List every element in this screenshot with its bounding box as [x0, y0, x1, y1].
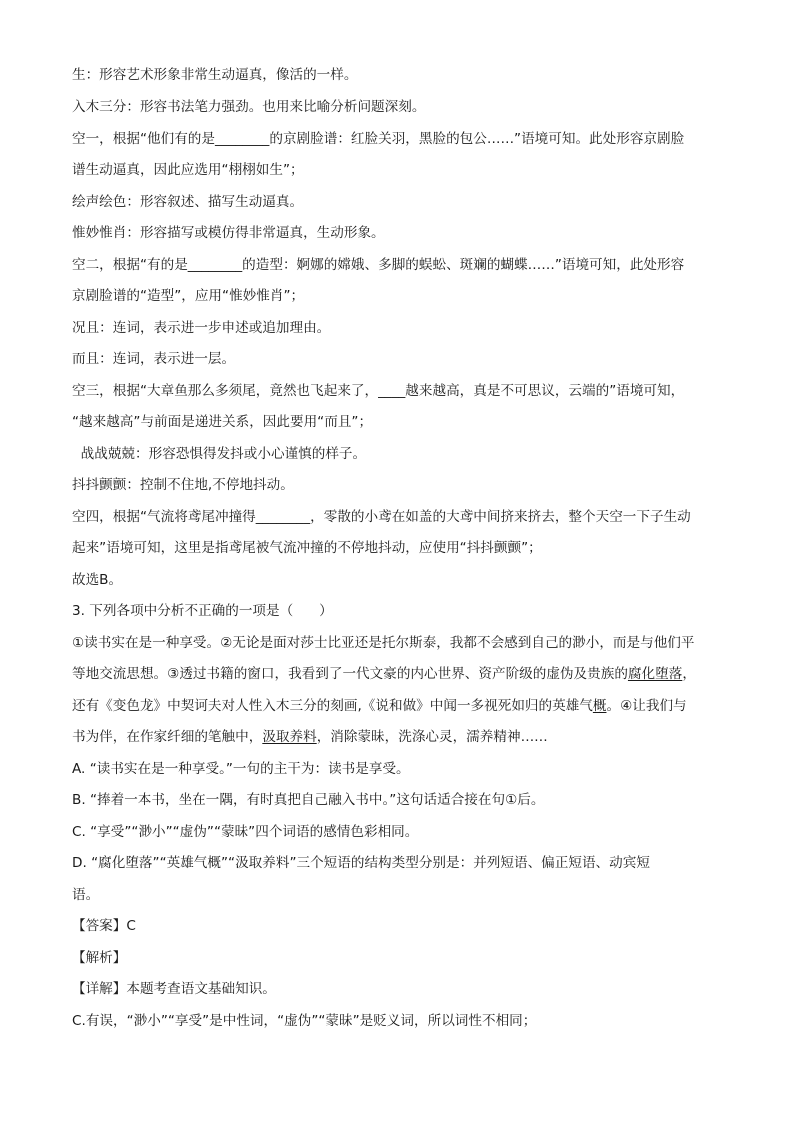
analysis-label: 【解析】 [72, 950, 127, 966]
passage-line: ①读书实在是一种享受。②无论是面对莎士比亚还是托尔斯泰，我都不会感到自己的渺小，而是与他们平 [72, 635, 695, 651]
text-line: 抖抖颤颤：控制不住地,不停地抖动。 [72, 477, 294, 493]
option-b: B. “捧着一本书，坐在一隅，有时真把自己融入书中。”这句话适合接在句①后。 [72, 792, 545, 808]
text-line: 入木三分：形容书法笔力强劲。也用来比喻分析问题深刻。 [72, 99, 426, 115]
text-line: 战战兢兢：形容恐惧得发抖或小心谨慎的样子。 [72, 446, 367, 462]
underlined-phrase: 腐化堕落 [627, 666, 683, 682]
passage-text: 。④让我们与 [606, 698, 687, 714]
passage-line [72, 665, 732, 683]
text-line: 空二，根据“有的是________的造型：婀娜的嫦娥、多脚的蜈蚣、斑斓的蝴蝶……”语境可知，此处形容 [72, 257, 685, 273]
explanation-line: C.有误，“渺小”“享受”是中性词，“虚伪”“蒙昧”是贬义词，所以词性不相同； [72, 1013, 537, 1029]
text-line: 空三，根据“大章鱼那么多须尾，竟然也飞起来了，____越来越高，真是不可思议，云端的”语境可知， [72, 383, 685, 399]
text-line: 而且：连词，表示进一层。 [72, 351, 236, 367]
text-line: 京剧脸谱的“造型”，应用“惟妙惟肖”； [72, 288, 305, 304]
passage-line [72, 697, 732, 715]
question-title: 3. 下列各项中分析不正确的一项是（ ） [72, 603, 333, 619]
text-line: 起来”语境可知，这里是指鸢尾被气流冲撞的不停地抖动，应使用“抖抖颤颤”； [72, 540, 542, 556]
option-d: D. “腐化堕落”“英雄气概”“汲取养料”三个短语的结构类型分别是：并列短语、偏正短语、动宾短 [72, 855, 650, 871]
option-a: A. “读书实在是一种享受。”一句的主干为：读书是享受。 [72, 761, 410, 777]
option-d-continued: 语。 [72, 887, 100, 903]
passage-line [72, 728, 732, 746]
passage-text: ， [682, 666, 696, 682]
text-line: 生：形容艺术形象非常生动逼真，像活的一样。 [72, 67, 358, 83]
text-line: 空一，根据“他们有的是________的京剧脸谱：红脸关羽，黑脸的包公……”语境可知。此处形容京剧脸 [72, 131, 685, 147]
text-line: “越来越高”与前面是递进关系，因此要用“而且”； [72, 414, 373, 430]
passage-text: 等地交流思想。③透过书籍的窗口，我看到了一代文豪的内心世界、资产阶级的虚伪及贵族的 [72, 666, 628, 682]
text-line: 绘声绘色：形容叙述、描写生动逼真。 [72, 194, 304, 210]
detail-label: 【详解】本题考查语文基础知识。 [72, 981, 276, 997]
option-c: C. “享受”“渺小”“虚伪”“蒙昧”四个词语的感情色彩相同。 [72, 824, 419, 840]
passage-text: 还有《变色龙》中契诃夫对人性入木三分的刻画,《说和做》中闻一多视死如归的英雄气 [72, 698, 593, 714]
text-line: 谱生动逼真，因此应选用“栩栩如生”； [72, 162, 304, 178]
text-line: 空四，根据“气流将鸢尾冲撞得________，零散的小鸢在如盖的大鸢中间挤来挤去，整个天空一下子生动 [72, 509, 691, 525]
passage-text: ，消除蒙昧，洗涤心灵，濡养精神…… [316, 729, 548, 745]
answer-label: 【答案】C [72, 918, 136, 934]
underlined-phrase: 概 [592, 698, 607, 714]
text-line: 况且：连词，表示进一步申述或追加理由。 [72, 320, 331, 336]
text-line: 惟妙惟肖：形容描写或模仿得非常逼真，生动形象。 [72, 225, 385, 241]
passage-text: 书为伴，在作家纤细的笔触中， [72, 729, 263, 745]
underlined-phrase: 汲取养料 [262, 729, 317, 745]
text-line: 故选B。 [72, 572, 123, 588]
